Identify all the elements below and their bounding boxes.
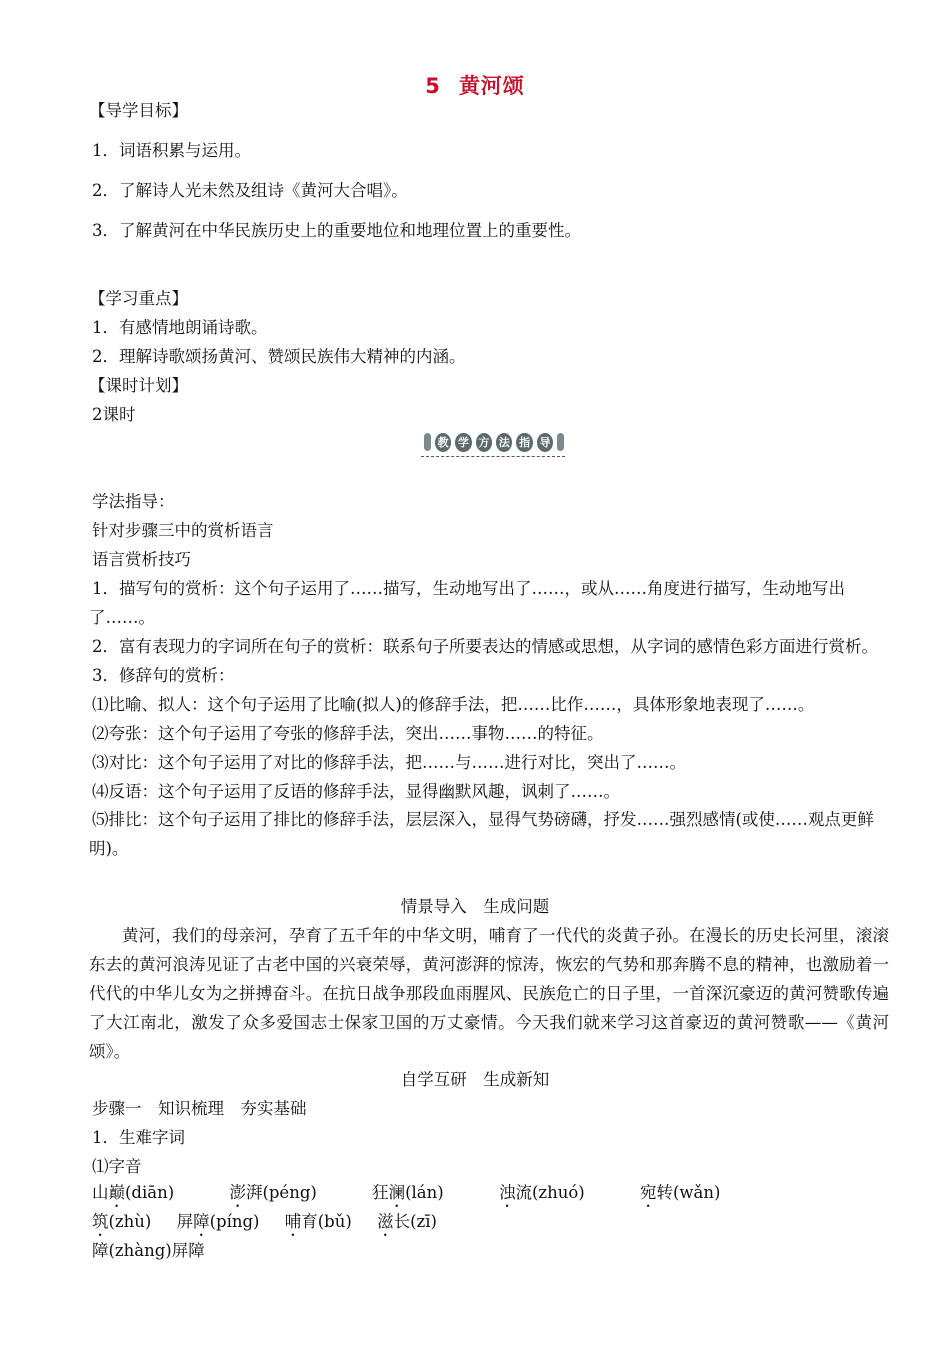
pronunciation-row bbox=[92, 1211, 437, 1240]
entry-pinyin: (píng) bbox=[209, 1212, 260, 1231]
lesson-title bbox=[0, 70, 950, 100]
key-point-item: 1．有感情地朗诵诗歌。 bbox=[92, 318, 268, 337]
pinyin-entry bbox=[499, 1183, 585, 1202]
self-study-heading: 自学互研 生成新知 bbox=[400, 1070, 550, 1089]
banner-char: 导 bbox=[537, 433, 553, 452]
entry-char-marked: 巅 bbox=[108, 1183, 125, 1202]
entry-char: 流 bbox=[515, 1183, 532, 1202]
entry-char: 山 bbox=[92, 1183, 109, 1202]
entry-char: 长 bbox=[393, 1212, 411, 1231]
entry-char-marked: 障 bbox=[193, 1212, 210, 1231]
intro-paragraph: 黄河，我们的母亲河，孕育了五千年的中华文明，哺育了一代代的炎黄子孙。在漫长的历史长河里，滚滚东去的黄河浪涛见证了古老中国的兴衰荣辱，黄河澎湃的惊涛，恢宏的气势和那奔腾不息的精神，也激励着一代代的中华儿女为之拼搏奋斗。在抗日战争那段血雨腥风、民族危亡的日子里，一首深沉豪迈的黄河赞歌传遍了大江南北，激发了众多爱国志士保家卫国的万丈豪情。今天我们就来学习这首豪迈的黄河赞歌——《黄河颂》。 bbox=[89, 926, 889, 1061]
entry-char-marked: 滋 bbox=[377, 1212, 394, 1231]
banner-cap bbox=[424, 433, 431, 451]
banner-char: 学 bbox=[455, 433, 471, 452]
entry-pinyin: (péng) bbox=[262, 1183, 317, 1202]
method-line: 学法指导： bbox=[92, 492, 175, 511]
pronunciation-heading: ⑴字音 bbox=[92, 1157, 142, 1176]
pinyin-entry bbox=[229, 1183, 316, 1202]
pinyin-entry bbox=[285, 1212, 352, 1231]
entry-char: 育 bbox=[301, 1212, 318, 1231]
banner-cap bbox=[557, 433, 564, 451]
pinyin-entry bbox=[640, 1183, 720, 1202]
pronunciation-row: 障(zhàng)屏障 bbox=[92, 1241, 205, 1260]
objective-item: 1．词语积累与运用。 bbox=[92, 141, 251, 160]
step-one-heading: 步骤一 知识梳理 夯实基础 bbox=[92, 1099, 307, 1118]
method-guide-banner bbox=[424, 430, 564, 454]
method-subitem: ⑸排比：这个句子运用了排比的修辞手法，层层深入，显得气势磅礴，抒发……强烈感情(或使……观点更鲜明)。 bbox=[89, 810, 874, 858]
banner-char: 法 bbox=[496, 433, 512, 452]
method-subitem: ⑴比喻、拟人：这个句子运用了比喻(拟人)的修辞手法，把……比作……，具体形象地表现了……。 bbox=[92, 695, 815, 714]
lesson-name: 黄河颂 bbox=[458, 74, 525, 98]
banner-divider bbox=[421, 456, 565, 457]
intro-heading: 情景导入 生成问题 bbox=[400, 897, 550, 916]
method-line: 针对步骤三中的赏析语言 bbox=[92, 521, 274, 540]
method-subitem: ⑶对比：这个句子运用了对比的修辞手法，把……与……进行对比，突出了……。 bbox=[92, 753, 686, 772]
entry-char-marked: 澎 bbox=[229, 1183, 246, 1202]
pinyin-entry bbox=[177, 1212, 260, 1231]
method-subitem: ⑷反语：这个句子运用了反语的修辞手法，显得幽默风趣，讽刺了……。 bbox=[92, 782, 620, 801]
banner-char: 教 bbox=[435, 433, 451, 452]
key-point-item: 2．理解诗歌颂扬黄河、赞颂民族伟大精神的内涵。 bbox=[92, 347, 466, 366]
entry-char: 屏 bbox=[176, 1212, 194, 1231]
entry-char: 湃 bbox=[245, 1183, 263, 1202]
entry-pinyin: (bǔ) bbox=[317, 1212, 352, 1231]
entry-char: 狂 bbox=[372, 1183, 389, 1202]
entry-char-marked: 宛 bbox=[639, 1183, 657, 1202]
entry-pinyin: (zhù) bbox=[108, 1212, 152, 1231]
method-paragraph: 2．富有表现力的字词所在句子的赏析：联系句子所要表达的情感或思想，从字词的感情色彩方面进行赏析。 bbox=[92, 637, 878, 656]
pinyin-entry bbox=[372, 1183, 444, 1202]
objective-item: 2．了解诗人光未然及组诗《黄河大合唱》。 bbox=[92, 181, 408, 200]
pinyin-entry bbox=[92, 1183, 174, 1202]
entry-pinyin: (zhuó) bbox=[531, 1183, 585, 1202]
entry-pinyin: (wǎn) bbox=[672, 1183, 721, 1202]
schedule-heading: 【课时计划】 bbox=[89, 376, 188, 395]
pronunciation-row bbox=[92, 1182, 720, 1211]
method-subitem: ⑵夸张：这个句子运用了夸张的修辞手法，突出……事物……的特征。 bbox=[92, 724, 604, 743]
entry-pinyin: (diān) bbox=[125, 1183, 175, 1202]
method-paragraph: 3．修辞句的赏析： bbox=[92, 666, 235, 685]
lesson-number: 5 bbox=[425, 74, 441, 98]
objective-item: 3．了解黄河在中华民族历史上的重要地位和地理位置上的重要性。 bbox=[92, 221, 581, 240]
banner-char: 指 bbox=[516, 433, 532, 452]
pinyin-entry bbox=[377, 1212, 437, 1231]
entry-char: 转 bbox=[656, 1183, 673, 1202]
entry-char-marked: 筑 bbox=[92, 1212, 109, 1231]
entry-char-marked: 浊 bbox=[498, 1183, 516, 1202]
key-points-heading: 【学习重点】 bbox=[89, 289, 188, 308]
entry-char-marked: 哺 bbox=[284, 1212, 302, 1231]
vocab-heading: 1．生难字词 bbox=[92, 1128, 185, 1147]
objectives-heading: 【导学目标】 bbox=[89, 101, 188, 120]
method-paragraph: 1．描写句的赏析：这个句子运用了……描写，生动地写出了……，或从……角度进行描写，生动地写出了……。 bbox=[89, 579, 845, 627]
entry-pinyin: (lán) bbox=[405, 1183, 444, 1202]
schedule-value: 2课时 bbox=[92, 405, 136, 424]
method-line: 语言赏析技巧 bbox=[92, 550, 191, 569]
pinyin-entry bbox=[92, 1212, 151, 1231]
entry-char-marked: 澜 bbox=[388, 1183, 406, 1202]
entry-pinyin: (zī) bbox=[410, 1212, 437, 1231]
banner-char: 方 bbox=[476, 433, 492, 452]
